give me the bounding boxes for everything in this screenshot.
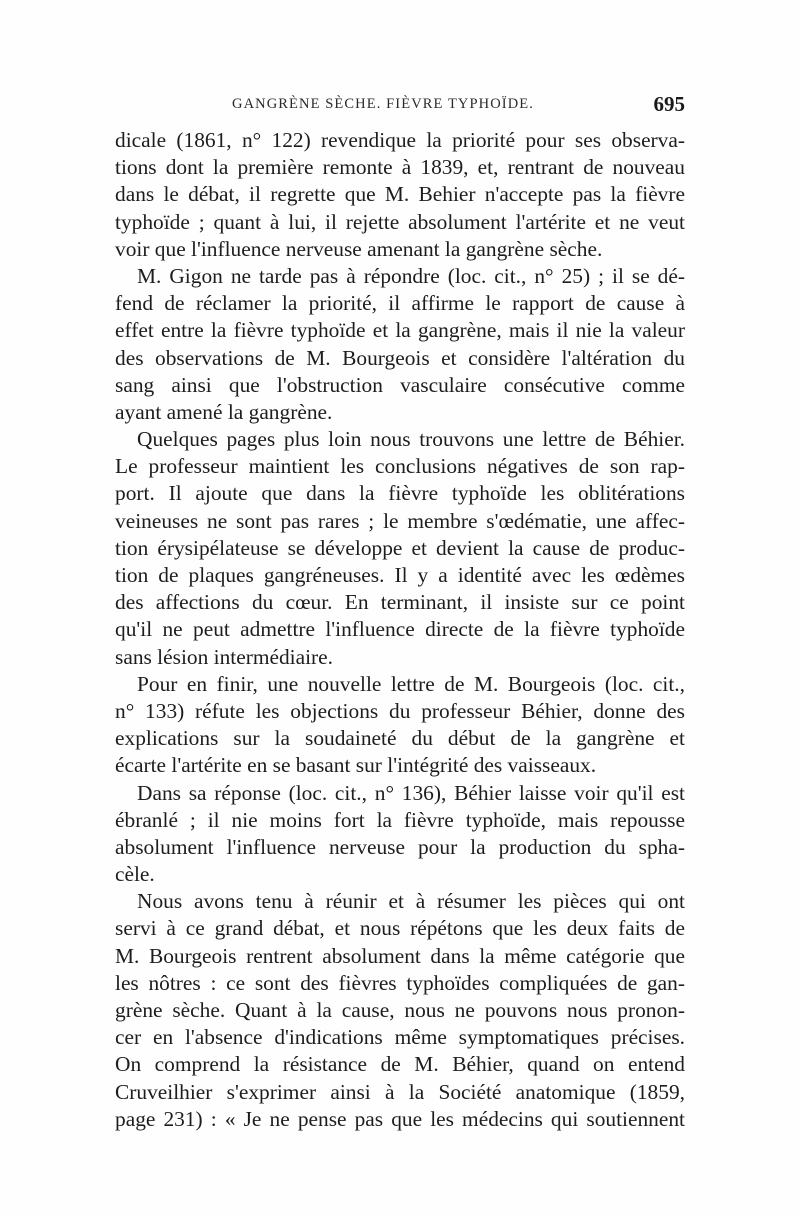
text-line: tion érysipélateuse se développe et devient la cause de produc-	[115, 535, 685, 560]
text-line: des affections du cœur. En terminant, il insiste sur ce point	[115, 590, 685, 615]
text-line: Le professeur maintient les conclusions négatives de son rap-	[115, 454, 685, 479]
text-line: tions dont la première remonte à 1839, et, rentrant de nouveau	[115, 155, 685, 180]
body-text	[115, 127, 685, 1133]
text-line: cèle.	[115, 862, 155, 887]
text-line: écarte l'artérite en se basant sur l'intégrité des vaisseaux.	[115, 753, 597, 778]
text-line: absolument l'influence nerveuse pour la production du spha-	[115, 834, 685, 859]
text-line: les nôtres : ce sont des fièvres typhoïdes compliquées de gan-	[115, 970, 685, 995]
text-line: grène sèche. Quant à la cause, nous ne pouvons nous pronon-	[115, 998, 685, 1022]
text-line: dans le débat, il regrette que M. Behier n'accepte pas la fièvre	[115, 182, 685, 207]
text-line: page 231) : « Je ne pense pas que les médecins qui soutiennent	[115, 1106, 685, 1131]
text-line: Cruveilhier s'exprimer ainsi à la Société anatomique (1859,	[115, 1079, 685, 1104]
text-line: Quelques pages plus loin nous trouvons une lettre de Béhier.	[137, 427, 685, 452]
text-line: On comprend la résistance de M. Béhier, quand on entend	[115, 1052, 685, 1077]
page-number: 695	[653, 92, 685, 116]
text-line: explications sur la soudaineté du début de la gangrène et	[115, 726, 685, 751]
text-line: ayant amené la gangrène.	[115, 399, 333, 424]
text-line: dicale (1861, n° 122) revendique la priorité pour ses observa-	[115, 128, 685, 152]
text-line: ébranlé ; il nie moins fort la fièvre typhoïde, mais repousse	[115, 807, 685, 832]
text-line: servi à ce grand débat, et nous répétons que les deux faits de	[115, 916, 685, 941]
text-line: sang ainsi que l'obstruction vasculaire consécutive comme	[115, 372, 685, 397]
text-line: Nous avons tenu à réunir et à résumer les pièces qui ont	[137, 889, 685, 914]
text-line: voir que l'influence nerveuse amenant la gangrène sèche.	[115, 236, 603, 261]
text-line: M. Gigon ne tarde pas à répondre (loc. cit., n° 25) ; il se dé-	[137, 263, 685, 288]
text-line: qu'il ne peut admettre l'influence directe de la fièvre typhoïde	[115, 617, 685, 642]
text-line: effet entre la fièvre typhoïde et la gangrène, mais il nie la valeur	[115, 318, 685, 343]
page-header	[115, 92, 685, 122]
text-line: M. Bourgeois rentrent absolument dans la même catégorie que	[115, 943, 685, 968]
text-line: cer en l'absence d'indications même symptomatiques précises.	[115, 1025, 685, 1050]
text-line: Dans sa réponse (loc. cit., n° 136), Béhier laisse voir qu'il est	[137, 780, 685, 805]
text-line: port. Il ajoute que dans la fièvre typhoïde les oblitérations	[115, 481, 685, 506]
text-line: tion de plaques gangréneuses. Il y a identité avec les œdèmes	[115, 563, 685, 587]
text-line: veineuses ne sont pas rares ; le membre s'œdématie, une affec-	[115, 508, 685, 533]
running-title: GANGRÈNE SÈCHE. FIÈVRE TYPHOÏDE.	[232, 96, 534, 112]
text-line: typhoïde ; quant à lui, il rejette absolument l'artérite et ne veut	[115, 209, 685, 234]
text-line: fend de réclamer la priorité, il affirme le rapport de cause à	[115, 291, 685, 316]
text-line: des observations de M. Bourgeois et considère l'altération du	[115, 345, 685, 370]
text-line: sans lésion intermédiaire.	[115, 644, 334, 669]
text-line: n° 133) réfute les objections du professeur Béhier, donne des	[115, 698, 685, 723]
text-line: Pour en finir, une nouvelle lettre de M. Bourgeois (loc. cit.,	[137, 671, 685, 696]
